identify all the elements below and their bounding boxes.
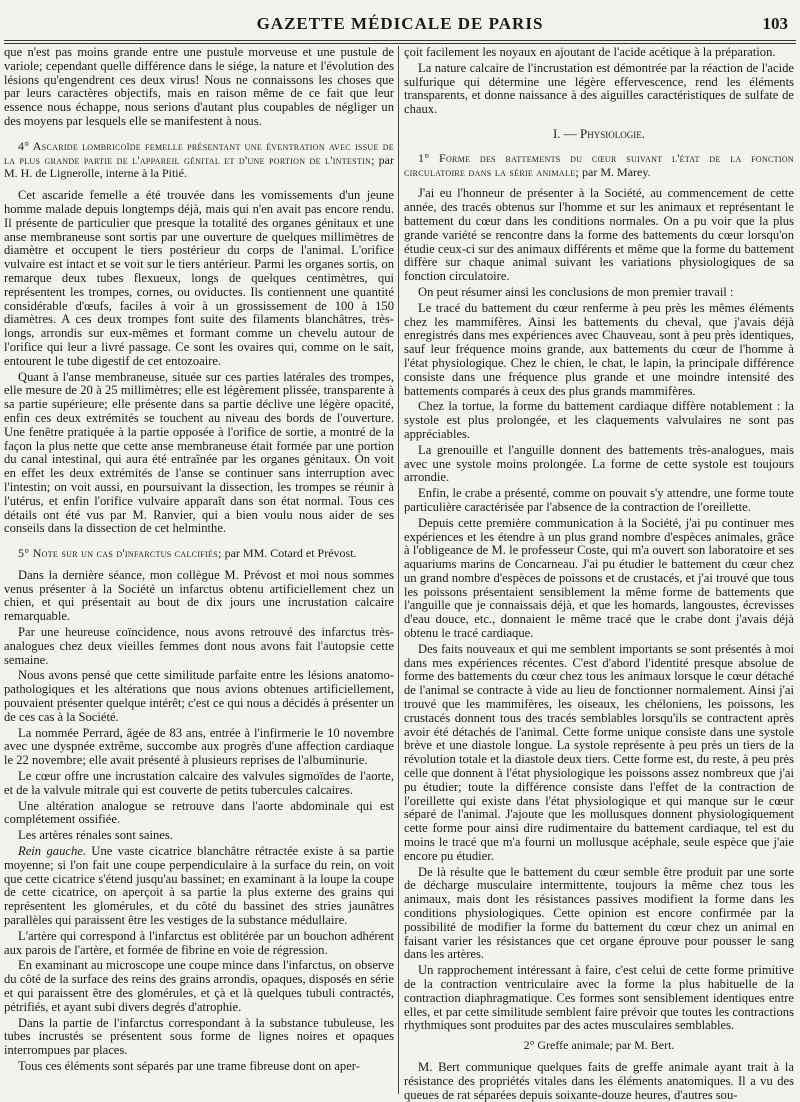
paragraph: çoit facilement les noyaux en ajoutant de l'acide acétique à la préparation. bbox=[404, 45, 776, 59]
section-author: par M. H. de Lignerolle, interne à la Pitié. bbox=[4, 152, 394, 181]
paragraph: Une altération analogue se retrouve dans l'aorte abdominale qui est complétement ossifiée. bbox=[4, 798, 394, 827]
section-title-2 bbox=[404, 1039, 794, 1053]
paragraph: Des faits nouveaux et qui me semblent importants se sont présentés à moi dans mes expériences récentes. C'est d'abord l'identité presque absolue de forme des battements du cœur chez tous les animaux lorsque le cœur détaché de l'animal se contracte à vide au lieu de fonctionner normalement. Ainsi j'ai trouvé que les mammifères, les oiseaux, les chéloniens, les poissons, les crustacés donnent tous des tracés semblables lorsqu'ils se contractent après avoir été détachés de l'animal. Cette forme unique consiste dans une systole brève et une diastole longue. La systole représente à peu près un tiers de la révolution totale et la diastole deux tiers. Cette forme est, du reste, à peu près celle que donnent à l'état physiologique les poissons assez nombreux que j'ai pu étudier; toute la différence consiste dans l'effet de la contraction de l'oreillette qui existe dans l'état physiologique et qui manque sur le cœur séparé de l'animal. J'ajoute que les mollusques donnent physiologiquement cette forme pour ainsi dire rudimentaire du battement cardiaque, tel est du moins le tracé que m'a fourni un mollusque acéphale, seule espèce que j'aie encore pu étudier. bbox=[404, 641, 794, 863]
section-title-text: 5° Note sur un cas d'infarctus calcifiés; bbox=[18, 546, 222, 561]
section-title-4 bbox=[4, 140, 394, 181]
section-author: par M. Bert. bbox=[612, 1038, 675, 1053]
section-title-1 bbox=[404, 152, 794, 180]
section-title-text: 2° Greffe animale; bbox=[523, 1038, 613, 1053]
paragraph: Depuis cette première communication à la Société, j'ai pu continuer mes expériences et les étendre à un plus grand nombre d'espèces animales, grâce à l'obligeance de M. le professeur Coste, qui m'a ouvert son laboratoire et ses aquariums marins de Concarneau. J'ai pu étudier le battement du cœur chez un grand nombre d'espèces de poissons et de crustacés, et j'ai trouvé que tous les poissons présentaient sensiblement la même forme de battements que l'anguille que je connaissais déjà, et que les homards, langoustes, écrevisses d'eau douce, etc., donnaient le même tracé que le crabe dont j'avais déjà obtenu le tracé cardiaque. bbox=[404, 515, 794, 641]
section-author: par M. Marey. bbox=[579, 164, 651, 179]
paragraph: Par une heureuse coïncidence, nous avons retrouvé des infarctus très-analogues chez deux vieilles femmes dont nous avons fait l'autopsie cette semaine. bbox=[4, 625, 394, 667]
header-rule bbox=[4, 40, 796, 44]
paragraph-text: Une vaste cicatrice blanchâtre rétractée existe à sa partie moyenne; si l'on fait une coupe perpendiculaire à la surface du rein, on voit que cette cicatrice s'étend jusqu'au bassinet; en examinant à la loupe la coupe de cette cicatrice, on aperçoit à sa partie la plus externe des grains qui représentent les glomérules, et du côté du bassinet des stries jaunâtres parallèles qui paraissent être les vestiges de la substance médullaire. bbox=[4, 844, 394, 928]
page-number: 103 bbox=[762, 14, 788, 33]
paragraph: M. Bert communique quelques faits de greffe animale ayant trait à la résistance des propriétés vitales dans les éléments anatomiques. Il a vu des queues de rat séparées depuis soixante-douze heures, d'autres sou- bbox=[404, 1059, 794, 1102]
left-column bbox=[4, 46, 394, 1094]
paragraph: Cet ascaride femelle a été trouvée dans les vomissements d'un jeune homme malade depuis longtemps déjà, mais qui n'en avait pas encore rendu. Il présente de particulier que presque la totalité des organes génitaux et une anse membraneuse sont sortis par une ouverture de quelques millimètres de diamètre et occupent le tiers postérieur du corps de l'animal. L'orifice vulvaire est intact et se voit sur le tiers antérieur. Parmi les organes sortis, on remarque deux tubes flexueux, longs de quelques centimètres, qui représentent les trompes, cornes, ou oviductes. Ils contiennent une quantité considérable d'œufs, faciles à voir à un grossissement de 100 à 150 diamètres. A ces deux trompes font suite des filaments blanchâtres, très-longs, arrondis sur eux-mêmes et formant comme un chevelu autour de l'orifice qui leur a livré passage. Ce sont les ovaires qui, comme on le sait, entourent le tube digestif de cet entozoaire. bbox=[4, 188, 394, 368]
paragraph: Chez la tortue, la forme du battement cardiaque diffère notablement : la systole est plus prolongée, et les claquements valvulaires ne sont pas appréciables. bbox=[404, 399, 794, 441]
paragraph: Quant à l'anse membraneuse, située sur ces parties latérales des trompes, elle mesure de 20 à 25 millimètres; elle est légèrement plissée, transparente à sa partie supérieure; elle présente dans sa partie déclive une légère opacité, enfin ces deux extrémités se touchent au niveau des bords de l'ouverture. Une fenêtre pratiquée à la partie opposée à l'orifice de sortie, a montré de la façon la plus nette que cette anse membraneuse était formée par une portion du canal intestinal, qui aura été entraînée par les organes génitaux. On voit en effet les deux extrémités de l'anse se continuer sans interruption avec l'intestin; on voit aussi, en poursuivant la dissection, les trompes se réunir à l'utérus, et enfin l'orifice vulvaire apparaît dans son état normal. Tous ces détails ont été vus par M. Ranvier, qui a bien voulu nous aider de ses conseils dans la dissection de cet helminthe. bbox=[4, 369, 394, 536]
section-title-text: 4° Ascaride lombricoïde femelle présentant une éventration avec issue de la plus grande partie de l'appareil génital et d'une portion de l'intestin; bbox=[4, 138, 394, 167]
section-title-text: 1° Forme des battements du cœur suivant l'état de la fonction circulatoire dans la série animale; bbox=[404, 150, 794, 179]
paragraph: De là résulte que le battement du cœur semble être produit par une sorte de décharge musculaire intermittente, toujours la même chez tous les animaux, mais dont les résistances passives modifient la forme dans les conditions physiologiques. Cette opinion est encore confirmée par la possibilité de modifier la forme du battement du cœur chez un animal en faisant varier les résistances que cet organe éprouve pour pousser le sang dans les artères. bbox=[404, 864, 794, 962]
paragraph: Les artères rénales sont saines. bbox=[18, 828, 173, 843]
paragraph: Un rapprochement intéressant à faire, c'est celui de cette forme primitive de la contraction ventriculaire avec la forme la plus habituelle de la contraction diaphragmatique. Ces formes sont sensiblement identiques entre elles, et par cette similitude semblent faire prévoir que toutes les contractions rhythmiques sont produites par des actes musculaires semblables. bbox=[404, 963, 794, 1033]
paragraph: J'ai eu l'honneur de présenter à la Société, au commencement de cette année, des tracés obtenus sur l'homme et sur les animaux et représentant le battement du cœur dans les conditions normales. On a pu voir que la plus grande variété se rencontre dans la forme des battements du cœur lorsqu'on étudie ceux-ci sur des animaux différents et même que la forme du battement diffère sur chaque animal suivant les variations physiologiques de sa fonction circulatoire. bbox=[404, 186, 794, 284]
paragraph: En examinant au microscope une coupe mince dans l'infarctus, on observe du côté de la surface des reins des grains arrondis, opaques, disposés en série et qui paraissent être des glomérules, et çà et là quelques tubuli contractés, pétrifiés, et ayant subi divers degrés d'atrophie. bbox=[4, 958, 394, 1014]
paragraph: Dans la partie de l'infarctus correspondant à la substance tubuleuse, les tubes incrustés se présentent sous forme de lignes noires et opaques interrompues par places. bbox=[4, 1015, 394, 1058]
paragraph: Dans la dernière séance, mon collègue M. Prévost et moi nous sommes venus présenter à la Société un infarctus obtenu artificiellement chez un chien, et qui présentait au bout de dix jours une incrustation calcaire remarquable. bbox=[4, 567, 394, 624]
paragraph: Le tracé du battement du cœur renferme à peu près les mêmes éléments chez les mammifères. Ainsi les battements du cheval, que j'avais déjà enregistrés dans mes expériences avec Chauveau, sont à peu près identiques, sauf leur fréquence moins grande, aux battements du cœur de l'homme à l'état physiologique. Chez le chien, le chat, le lapin, la principale différence consiste dans une fréquence plus grande et une moindre intensité des battements comparés à ceux des plus grands mammifères. bbox=[404, 300, 794, 398]
section-heading-text: I. — Physiologie. bbox=[552, 125, 646, 141]
rein-gauche-label: Rein gauche. bbox=[18, 844, 86, 859]
paragraph: La grenouille et l'anguille donnent des battements très-analogues, mais avec une systole moins prolongée. La forme de cette systole est toujours arrondie. bbox=[404, 442, 794, 485]
paragraph: La nommée Perrard, âgée de 83 ans, entrée à l'infirmerie le 10 novembre avec une dyspnée extrême, succombe aux progrès d'une affection cardiaque le 22 novembre; elle avait présenté à plusieurs reprises de l'albuminurie. bbox=[4, 725, 394, 768]
page-header bbox=[0, 6, 800, 44]
section-heading-physiologie bbox=[404, 127, 794, 141]
section-author: par MM. Cotard et Prévost. bbox=[221, 546, 357, 561]
journal-title: GAZETTE MÉDICALE DE PARIS bbox=[256, 14, 544, 33]
paragraph: Enfin, le crabe a présenté, comme on pouvait s'y attendre, une forme toute particulière caractérisée par l'absence de la contraction de l'oreillette. bbox=[404, 486, 794, 514]
right-column bbox=[404, 45, 794, 1102]
paragraph: Tous ces éléments sont séparés par une trame fibreuse dont on aper- bbox=[18, 1058, 360, 1073]
paragraph: On peut résumer ainsi les conclusions de mon premier travail : bbox=[418, 284, 734, 299]
column-divider bbox=[398, 46, 399, 1094]
paragraph: L'artère qui correspond à l'infarctus est oblitérée par un bouchon adhérent aux parois de l'artère, et formée de fibrine en voie de régression. bbox=[4, 928, 394, 957]
paragraph-rein-gauche bbox=[4, 845, 394, 928]
paragraph: que n'est pas moins grande entre une pustule morveuse et une pustule de variole; cependant quelle différence dans le siége, la nature et l'évolution des lésions qu'engendrent ces deux virus! Nous ne connaissons les choses que par leurs caractères objectifs, mais en raison même de ce fait que leur essence nous échappe, nous serions d'autant plus coupables de négliger un des moyens par lesquels elle se manifestent à nous. bbox=[4, 45, 394, 128]
paragraph: Le cœur offre une incrustation calcaire des valvules sigmoïdes de l'aorte, et de la valvule mitrale qui est couverte de petits tubercules calcaires. bbox=[4, 769, 394, 797]
paragraph: Nous avons pensé que cette similitude parfaite entre les lésions anatomo-pathologiques et les altérations que nous avions obtenues artificiellement, pouvaient présenter quelque intérêt; c'est ce qui nous a décidés à présenter un de ces cas à la Société. bbox=[4, 668, 394, 724]
paragraph: La nature calcaire de l'incrustation est démontrée par la réaction de l'acide sulfurique qui détermine une légère effervescence, rend les éléments transparents, et donne naissance à des aiguilles caractéristiques de sulfate de chaux. bbox=[404, 60, 794, 117]
section-title-5 bbox=[4, 547, 394, 561]
